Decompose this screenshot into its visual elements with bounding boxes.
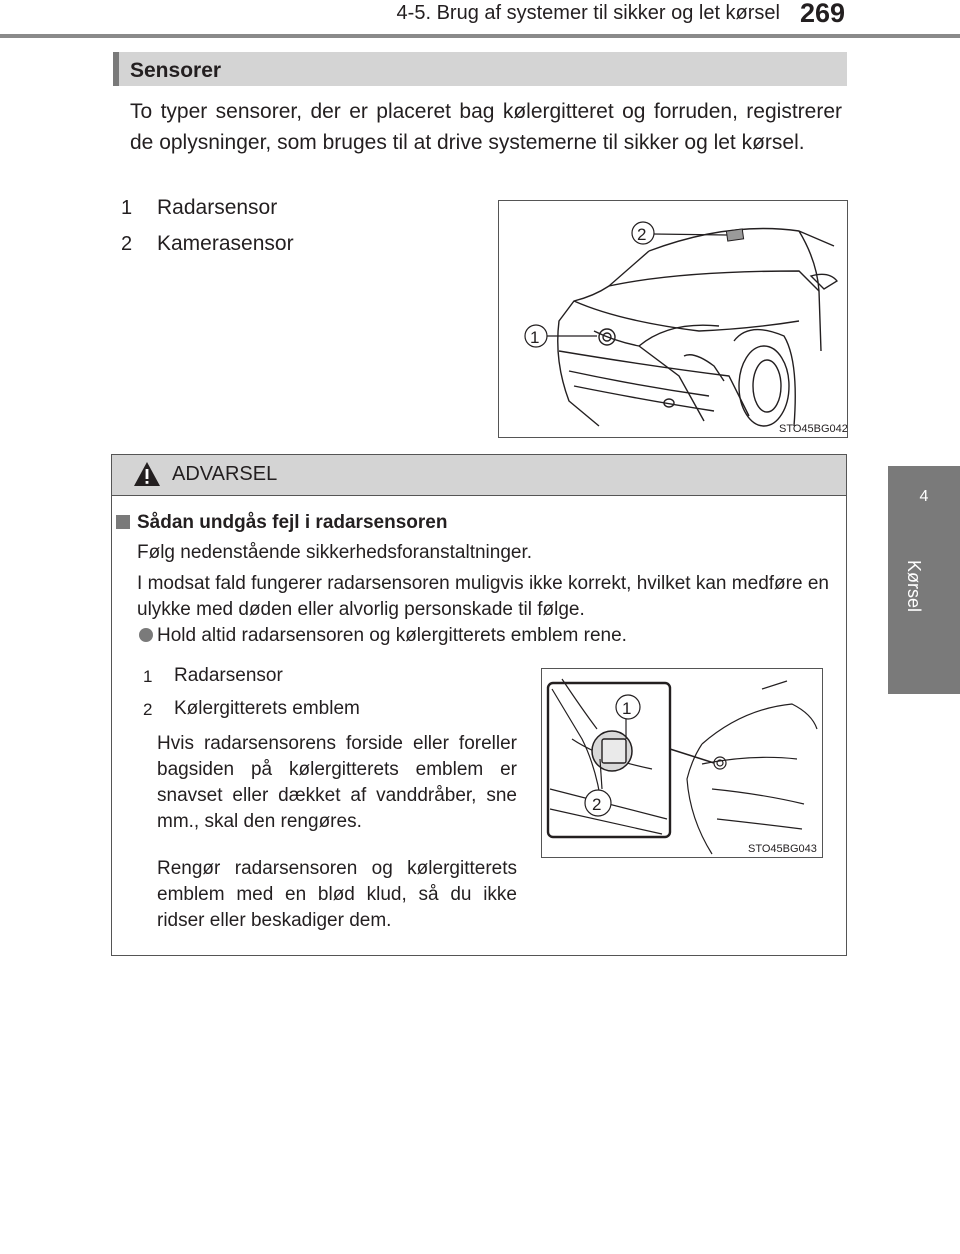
item-camera: Kamerasensor <box>157 232 294 255</box>
figure2-code: STO45BG043 <box>748 843 817 855</box>
warning-triangle-icon <box>132 460 162 493</box>
item-1-number: 1 <box>121 197 133 219</box>
warning-para-2: I modsat fald fungerer radarsensoren muligvis ikke korrekt, hvilket kan medføre en ulykke med døden eller alvorlig personskade til følge. <box>137 573 829 620</box>
square-bullet-icon <box>116 515 130 529</box>
item-number-icon <box>140 664 160 693</box>
warning-item-emblem: Kølergitterets emblem <box>174 698 360 719</box>
round-bullet-icon <box>139 628 153 642</box>
section-heading-bar <box>113 52 847 86</box>
warning-para-1: Følg nedenstående sikkerhedsforanstaltninger. <box>137 542 533 563</box>
running-header: 4-5. Brug af systemer til sikker og let kørsel <box>396 2 780 24</box>
warning-item-radar: Radarsensor <box>174 665 283 686</box>
figure2-callout-1: 1 <box>622 699 632 718</box>
figure2-callout-2: 2 <box>592 795 602 814</box>
figure-callout-1: 1 <box>530 328 540 347</box>
warning-title: ADVARSEL <box>172 463 278 485</box>
item-radar: Radarsensor <box>157 196 278 219</box>
item-2-number: 2 <box>121 233 133 255</box>
item-number-icon <box>118 194 140 225</box>
item-number-icon <box>118 230 140 261</box>
figure-code: STO45BG042 <box>779 423 847 435</box>
page-number: 269 <box>800 0 846 28</box>
emblem-illustration <box>542 669 822 857</box>
emblem-figure <box>541 668 823 858</box>
car-illustration <box>499 201 847 437</box>
warning-item-1-number: 1 <box>143 667 153 686</box>
warning-para-3: Hvis radarsensorens forside eller foreller bagsiden på kølergitterets emblem er snavset eller dækket af vanddråber, sne mm., skal den rengøres. <box>157 733 517 832</box>
car-front-figure <box>498 200 848 438</box>
section-intro: To typer sensorer, der er placeret bag kølergitteret og forruden, registrerer de oplysninger, som bruges til at drive systemerne til sikker og let kørsel. <box>130 100 842 154</box>
section-title: Sensorer <box>130 59 222 82</box>
header-rule <box>0 34 960 38</box>
chapter-number: 4 <box>919 488 929 505</box>
warning-subtitle: Sådan undgås fejl i radarsensoren <box>137 512 448 533</box>
chapter-label: Kørsel <box>904 560 924 613</box>
warning-bullet: Hold altid radarsensoren og kølergitterets emblem rene. <box>157 625 627 646</box>
warning-para-4: Rengør radarsensoren og kølergitterets emblem med en blød klud, så du ikke ridser eller beskadiger dem. <box>157 858 517 931</box>
item-number-icon <box>140 697 160 726</box>
warning-item-2-number: 2 <box>143 700 153 719</box>
figure-callout-2: 2 <box>637 225 647 244</box>
